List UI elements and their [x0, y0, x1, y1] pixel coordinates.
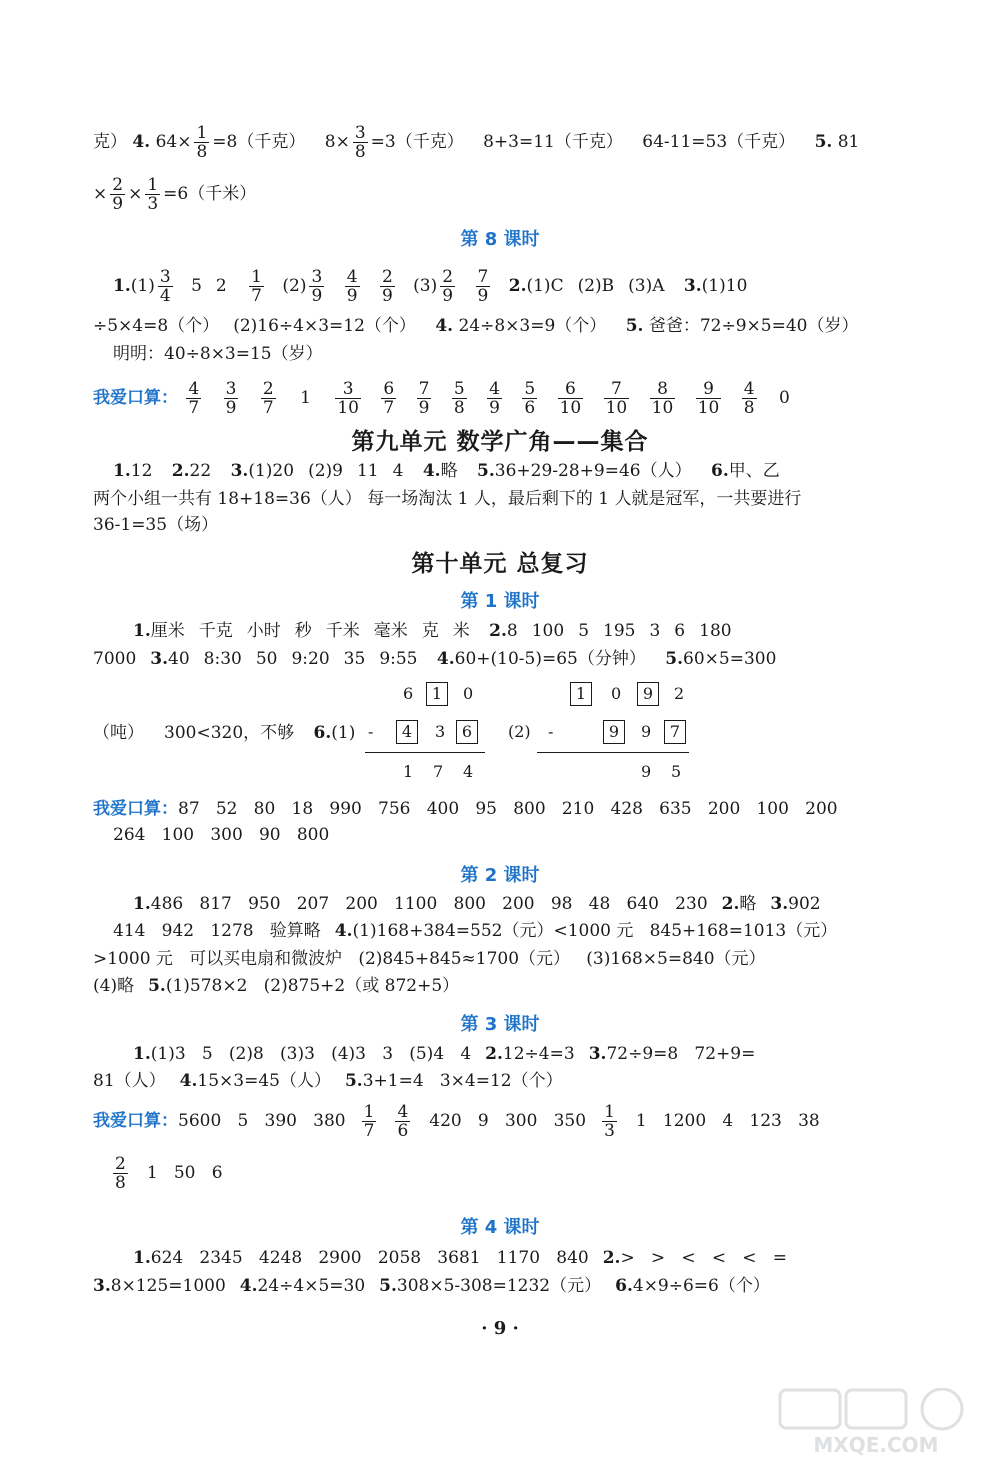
lesson-1-line-2: 7000 3.40 8:30 50 9:20 35 9:55 4.60+(10-5)=65（分钟） 5.60×5=300 — [93, 649, 777, 669]
sub1-bot-digit: 1 — [403, 762, 414, 781]
line-top-1: 克） 4. 64× $\frac{1}{8}$ =8（千克） 8× $\frac{3}{8}$ =3（千克） 8+3=11（千克） 64-11=53（千克） 5. 81 — [93, 123, 860, 162]
sub2-mid-box: 9 — [603, 720, 625, 744]
lesson-8-line-2: ÷5×4=8（个） (2)16÷4×3=12（个） 4. 24÷8×3=9（个） 5. 爸爸：72÷9×5=40（岁） — [93, 316, 859, 336]
lesson-3-oral-2: $\frac{2}{8}$ 1 50 6 — [115, 1154, 223, 1193]
page-number: · 9 · — [481, 1318, 519, 1339]
sub2-top-digit: 0 — [611, 684, 622, 703]
lesson-1-line-3: （吨） 300<320，不够 6.(1) — [93, 723, 356, 743]
lesson-2-line-4: (4)略 5.(1)578×2 (2)875+2（或 872+5） — [93, 976, 460, 996]
sub2-mid-digit: 9 — [641, 722, 652, 741]
sub2-top-digit: 2 — [674, 684, 685, 703]
sub2-top-box: 1 — [570, 682, 592, 706]
oral-label: 我爱口算： — [93, 1111, 178, 1131]
svg-text:MXQE.COM: MXQE.COM — [813, 1433, 939, 1457]
lesson-3-title: 第 3 课时 — [460, 1014, 540, 1035]
lesson-2-line-1: 1.486 817 950 207 200 1100 800 200 98 48 640 230 2.略 3.902 — [133, 894, 821, 914]
sub1-bot-digit: 7 — [433, 762, 444, 781]
lesson-2-line-2: 414 942 1278 验算略 4.(1)168+384=552（元）<1000 元 845+168=1013（元） — [113, 921, 838, 941]
unit-9-title: 第九单元 数学广角——集合 — [351, 429, 649, 455]
sub2-bot-digit: 9 — [641, 762, 652, 781]
sub2-bot-digit: 5 — [671, 762, 682, 781]
sub1-bot-digit: 4 — [463, 762, 474, 781]
lesson-8-line-1: 1.(1) $\frac{3}{4}$ 5 2 $\frac{1}{7}$ (2) $\frac{3}{9}$ $\frac{4}{9}$ $\frac{2}{9}$ (3) $\frac{2}{9}$ $\frac{7}{9}$ 2.(1)C (2)B (3)A 3.(1)10 — [113, 267, 748, 306]
sub1-top-box: 1 — [426, 682, 448, 706]
sub2-line — [537, 752, 689, 753]
lesson-3-line-2: 81（人） 4.15×3=45（人） 5.3+1=4 3×4=12（个） — [93, 1071, 563, 1091]
unit-9-line-1: 1.12 2.22 3.(1)20 (2)9 11 4 4.略 5.36+29-28+9=46（人） 6.甲、乙 — [113, 461, 780, 481]
oral-label: 我爱口算： — [93, 388, 178, 408]
lesson-2-title: 第 2 课时 — [460, 865, 540, 886]
watermark-logo — [776, 1388, 976, 1458]
sub2-label: (2) — [508, 722, 531, 741]
unit-9-line-2: 两个小组一共有 18+18=36（人） 每一场淘汰 1 人，最后剩下的 1 人就是冠军，一共要进行 — [93, 489, 802, 509]
lesson-2-line-3: >1000 元 可以买电扇和微波炉 (2)845+845≈1700（元） (3)168×5=840（元） — [93, 949, 766, 969]
sub1-top-digit: 6 — [403, 684, 414, 703]
sub1-mid-box: 4 — [396, 720, 418, 744]
lesson-4-line-2: 3.8×125=1000 4.24÷4×5=30 5.308×5-308=1232（元） 6.4×9÷6=6（个） — [93, 1276, 770, 1296]
sub1-mid-box: 6 — [456, 720, 478, 744]
lesson-4-title: 第 4 课时 — [460, 1217, 540, 1238]
unit-10-title: 第十单元 总复习 — [411, 551, 589, 577]
lesson-1-line-1: 1.厘米 千克 小时 秒 千米 毫米 克 米 2.8 100 5 195 3 6 180 — [133, 621, 732, 641]
sub2-mid-box: 7 — [664, 720, 686, 744]
lesson-8-title: 第 8 课时 — [460, 229, 540, 250]
lesson-1-oral-1: 我爱口算：87 52 80 18 990 756 400 95 800 210 428 635 200 100 200 — [93, 799, 838, 819]
lesson-4-line-1: 1.624 2345 4248 2900 2058 3681 1170 840 2.> > < < < = — [133, 1248, 787, 1268]
sub1-minus: - — [368, 722, 374, 741]
oral-label: 我爱口算： — [93, 799, 178, 819]
unit-9-line-3: 36-1=35（场） — [93, 515, 219, 535]
sub2-top-box: 9 — [637, 682, 659, 706]
lesson-8-oral: 我爱口算： $\frac{4}{7}$ $\frac{3}{9}$ $\frac{2}{7}$ 1 $\frac{3}{10}$ $\frac{6}{7}$ $\frac{7}{9}$ $\frac{5}{8}$ $\frac{4}{9}$ $\frac{5}{6}$ $\frac{6}{10}$ $\frac{7}{10}$ $\frac{8}{10}$ $\frac{9}{10}$ $\frac{4}{8}$ 0 — [93, 379, 790, 418]
sub1-top-digit: 0 — [463, 684, 474, 703]
lesson-1-title: 第 1 课时 — [460, 591, 540, 612]
lesson-8-line-3: 明明：40÷8×3=15（岁） — [113, 344, 323, 364]
lesson-3-oral-1: 我爱口算：5600 5 390 380 $\frac{1}{7}$ $\frac{4}{6}$ 420 9 300 350 $\frac{1}{3}$ 1 1200 4 123 38 — [93, 1102, 820, 1141]
lesson-3-line-1: 1.(1)3 5 (2)8 (3)3 (4)3 3 (5)4 4 2.12÷4=3 3.72÷9=8 72+9= — [133, 1044, 756, 1064]
sub1-mid-digit: 3 — [435, 722, 446, 741]
sub2-minus: - — [548, 722, 554, 741]
lesson-1-oral-2: 264 100 300 90 800 — [113, 825, 330, 845]
line-top-2: × $\frac{2}{9}$ × $\frac{1}{3}$ =6（千米） — [93, 175, 257, 214]
sub1-line — [365, 752, 485, 753]
